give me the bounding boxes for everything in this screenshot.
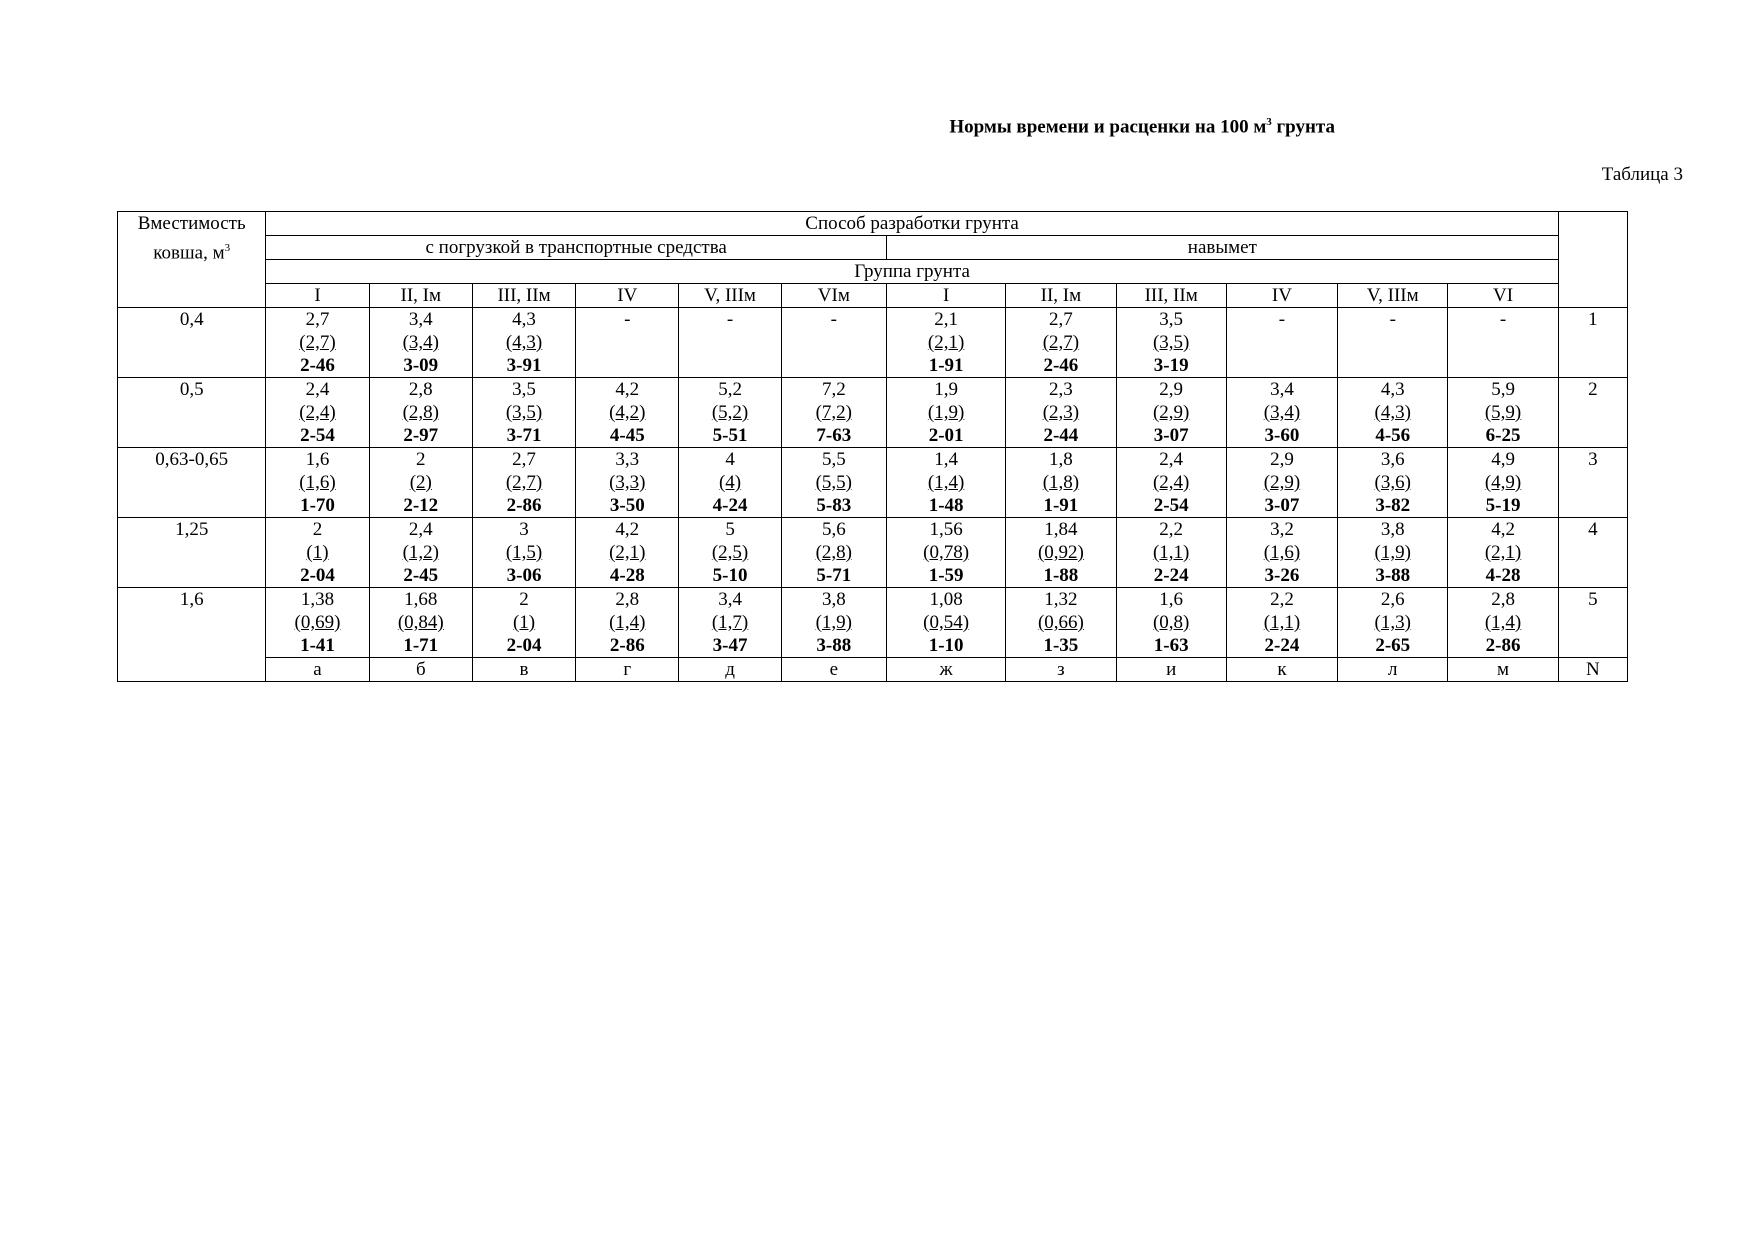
norm-cell [886, 308, 1005, 378]
row-number-cell: 5 [1558, 588, 1627, 658]
norm-cell [369, 518, 472, 588]
rate-value: 3-50 [609, 495, 645, 516]
column-letter-cell: ж [886, 658, 1005, 682]
rate-value: 1-59 [928, 565, 964, 586]
norm-time: - [726, 309, 734, 330]
rate-value: 3-88 [1375, 565, 1411, 586]
norm-cell [781, 518, 886, 588]
norm-cell [1116, 378, 1226, 448]
soil-group-cell: IV [576, 284, 679, 308]
rate-value: 2-24 [1264, 635, 1300, 656]
rate-value: 1-48 [928, 495, 964, 516]
soil-group-cell: VI [1448, 284, 1558, 308]
norm-time: 1,4 [934, 449, 958, 470]
norm-cell [369, 588, 472, 658]
norm-time: 3 [519, 519, 529, 540]
norm-time: 5,5 [821, 449, 846, 470]
norm-time-machinist: (1,8) [1042, 472, 1080, 493]
rate-value: 1-70 [300, 495, 335, 516]
norm-time: 1,6 [305, 449, 330, 470]
rate-value: 2-86 [609, 635, 645, 656]
norm-time-machinist: (4,3) [505, 332, 543, 353]
column-letter-cell: е [781, 658, 886, 682]
norm-time: 2,7 [512, 449, 536, 470]
norm-time-machinist: (1,4) [609, 612, 646, 633]
rate-value: 1-35 [1043, 635, 1079, 656]
norm-time: 1,8 [1049, 449, 1073, 470]
norm-time-machinist: (5,9) [1484, 402, 1522, 423]
rate-value: 2-65 [1375, 635, 1411, 656]
rate-value: 2-86 [1485, 635, 1521, 656]
rate-value: 3-26 [1264, 565, 1300, 586]
norm-cell [369, 448, 472, 518]
norm-time-machinist: (2,8) [402, 402, 439, 423]
norm-time-machinist: (1,7) [711, 612, 749, 633]
capacity-cell: 0,63-0,65 [118, 448, 266, 518]
norm-time-machinist: (0,78) [923, 542, 970, 563]
norm-cell [576, 308, 679, 378]
norm-time: 2,8 [615, 589, 640, 610]
norm-cell [1226, 518, 1337, 588]
norm-cell [781, 308, 886, 378]
norm-time-machinist: (2,7) [299, 332, 336, 353]
rate-value: 2-04 [506, 635, 542, 656]
norm-time-machinist: (2,8) [815, 542, 853, 563]
norm-cell [886, 448, 1005, 518]
norm-time-machinist: (0,66) [1037, 612, 1084, 633]
rate-value: 3-47 [712, 635, 748, 656]
norm-time-machinist: (1) [306, 542, 329, 563]
norm-cell [266, 448, 369, 518]
soil-group-cell: II, Iм [369, 284, 472, 308]
norm-cell [1448, 588, 1558, 658]
row-number-header [1558, 212, 1627, 308]
norm-time-machinist: (1,3) [1374, 612, 1411, 633]
norm-time: 3,5 [512, 379, 536, 400]
norm-cell [1116, 518, 1226, 588]
soil-group-cell: III, IIм [1116, 284, 1226, 308]
norm-time: 4,9 [1491, 449, 1515, 470]
rate-value: 5-71 [816, 565, 852, 586]
norm-cell [576, 588, 679, 658]
norm-time: 2,9 [1270, 449, 1294, 470]
row-number-cell: 4 [1558, 518, 1627, 588]
norm-time: 5,6 [821, 519, 846, 540]
norm-time-machinist: (1,1) [1263, 612, 1301, 633]
norm-time: 2 [416, 449, 426, 470]
soil-group-header: Группа грунта [266, 260, 1558, 284]
norm-time: 2 [519, 589, 529, 610]
norm-time: 1,84 [1044, 519, 1078, 540]
norm-cell [679, 448, 781, 518]
norm-cell [1006, 588, 1116, 658]
norm-time: 2,3 [1049, 379, 1073, 400]
column-letter-cell: л [1338, 658, 1448, 682]
norm-time: 3,5 [1159, 309, 1184, 330]
table-row [118, 448, 1628, 518]
norm-cell [266, 518, 369, 588]
norm-time: 5,2 [718, 379, 742, 400]
norm-time-machinist: (3,5) [1152, 332, 1190, 353]
rate-value: 1-91 [1043, 495, 1079, 516]
column-letter-cell: и [1116, 658, 1226, 682]
capacity-header [118, 212, 266, 308]
norm-time-machinist: (2,3) [1042, 402, 1080, 423]
norm-time-machinist: (3,6) [1374, 472, 1411, 493]
norm-time: 4,2 [615, 519, 640, 540]
column-letter-cell: в [472, 658, 575, 682]
norm-cell [576, 518, 679, 588]
norm-cell [679, 378, 781, 448]
norm-time: 2,2 [1270, 589, 1294, 610]
title-suffix: грунта [1271, 116, 1335, 138]
soil-group-cell: I [886, 284, 1005, 308]
table-label: Таблица 3 [1601, 164, 1683, 185]
norm-time-machinist: (3,4) [1263, 402, 1301, 423]
norm-cell [472, 378, 575, 448]
norm-time-machinist: (2,1) [609, 542, 646, 563]
norm-time-machinist: (0,54) [923, 612, 970, 633]
norm-cell [472, 448, 575, 518]
norm-time-machinist: (2,7) [1042, 332, 1080, 353]
norm-time: - [1389, 309, 1396, 330]
norm-cell [266, 378, 369, 448]
norm-time: 3,4 [1270, 379, 1294, 400]
norm-time-machinist: (1,5) [505, 542, 543, 563]
soil-group-cell: V, IIIм [1338, 284, 1448, 308]
norm-time-machinist: (4,2) [609, 402, 646, 423]
rate-value: 3-07 [1264, 495, 1300, 516]
table-row [118, 378, 1628, 448]
rate-value: 3-19 [1153, 355, 1189, 376]
capacity-cell: 0,5 [118, 378, 266, 448]
rate-value: 3-60 [1264, 425, 1300, 446]
rate-value: 2-12 [403, 495, 439, 516]
rate-value: 3-91 [506, 355, 542, 376]
norm-cell [1448, 518, 1558, 588]
norm-cell [472, 308, 575, 378]
norm-cell [1338, 518, 1448, 588]
norm-cell [1006, 518, 1116, 588]
norm-cell [781, 448, 886, 518]
norm-time-machinist: (3,5) [505, 402, 543, 423]
rate-value: 1-71 [403, 635, 439, 656]
norm-time: 4,2 [615, 379, 640, 400]
norm-time-machinist: (2,5) [711, 542, 749, 563]
capacity-header-sup: 3 [224, 242, 231, 254]
norm-time: 2 [312, 519, 323, 540]
norm-time: 5,9 [1491, 379, 1515, 400]
norm-time: - [1499, 309, 1507, 330]
method-header: Способ разработки грунта [266, 212, 1558, 236]
norm-time: 4 [725, 449, 735, 470]
norm-cell [886, 378, 1005, 448]
capacity-cell: 1,25 [118, 518, 266, 588]
norm-time-machinist: (5,2) [711, 402, 749, 423]
soil-group-cell: II, Iм [1006, 284, 1116, 308]
soil-group-cell: IV [1226, 284, 1337, 308]
column-letter-cell: м [1448, 658, 1558, 682]
norm-time: 7,2 [821, 379, 846, 400]
norm-time: 1,68 [404, 589, 438, 610]
soil-group-cell: I [266, 284, 369, 308]
norm-time: 3,3 [615, 449, 640, 470]
norm-cell [1006, 448, 1116, 518]
norm-time-machinist: (5,5) [815, 472, 853, 493]
soil-group-row [118, 284, 1628, 308]
rate-value: 4-28 [609, 565, 645, 586]
norm-time-machinist: (2,7) [505, 472, 543, 493]
rate-value: 2-86 [506, 495, 542, 516]
norm-time-machinist: (4) [718, 472, 742, 493]
rate-value: 1-88 [1043, 565, 1079, 586]
norm-time-machinist: (1,6) [1263, 542, 1301, 563]
norm-cell [1338, 448, 1448, 518]
norm-time-machinist: (2) [409, 472, 432, 493]
norm-time: 2,8 [1491, 589, 1515, 610]
rate-value: 2-44 [1043, 425, 1079, 446]
table-row [118, 308, 1628, 378]
norm-time: 2,8 [408, 379, 433, 400]
page-title [0, 116, 1335, 138]
rate-value: 4-24 [712, 495, 748, 516]
rate-value: 2-97 [403, 425, 439, 446]
norm-time-machinist: (1,9) [927, 402, 965, 423]
soil-group-cell: III, IIм [472, 284, 575, 308]
rate-value: 5-19 [1485, 495, 1521, 516]
rate-value: 1-41 [300, 635, 335, 656]
norm-time-machinist: (1,9) [1374, 542, 1411, 563]
norm-time: 4,2 [1491, 519, 1515, 540]
norm-time: 2,9 [1159, 379, 1184, 400]
norm-cell [1338, 378, 1448, 448]
rate-value: 3-88 [816, 635, 852, 656]
rate-value: 3-09 [403, 355, 439, 376]
rate-value: 2-01 [928, 425, 964, 446]
norm-time: 2,1 [934, 309, 958, 330]
norm-time: 3,4 [718, 589, 742, 610]
norm-cell [1116, 448, 1226, 518]
norm-cell [679, 308, 781, 378]
rate-value: 6-25 [1485, 425, 1521, 446]
norm-time-machinist: (0,69) [294, 612, 341, 633]
rate-value: 2-46 [300, 355, 335, 376]
norm-cell [1226, 378, 1337, 448]
column-letters-row [118, 658, 1628, 682]
norm-cell [1226, 588, 1337, 658]
norm-time-machinist: (0,84) [397, 612, 444, 633]
norm-time: 2,7 [305, 309, 330, 330]
norm-time-machinist: (1,1) [1152, 542, 1190, 563]
norm-time-machinist: (1) [512, 612, 536, 633]
rate-value: 2-54 [1153, 495, 1189, 516]
norm-time: 1,08 [929, 589, 963, 610]
norm-time: 1,6 [1159, 589, 1184, 610]
norm-time-machinist: (0,92) [1037, 542, 1084, 563]
column-letter-cell: г [576, 658, 679, 682]
norm-cell [1226, 448, 1337, 518]
norm-time: 1,9 [934, 379, 958, 400]
norm-cell [576, 378, 679, 448]
norm-time-machinist: (1,4) [1484, 612, 1522, 633]
row-number-cell: 3 [1558, 448, 1627, 518]
norm-cell [886, 588, 1005, 658]
norm-time-machinist: (2,4) [299, 402, 336, 423]
table-row [118, 588, 1628, 658]
norm-cell [1448, 378, 1558, 448]
norm-time: 4,3 [1380, 379, 1405, 400]
column-letter-cell: д [679, 658, 781, 682]
norm-cell [266, 308, 369, 378]
norm-cell [472, 518, 575, 588]
rate-value: 2-45 [403, 565, 439, 586]
norm-cell [1116, 308, 1226, 378]
norm-time-machinist: (1,6) [299, 472, 336, 493]
norm-time: 1,38 [300, 589, 335, 610]
rate-value: 5-83 [816, 495, 852, 516]
norm-time-machinist: (3,3) [609, 472, 646, 493]
norm-time-machinist: (2,1) [927, 332, 965, 353]
norm-time-machinist: (1,4) [927, 472, 965, 493]
rate-value: 3-06 [506, 565, 542, 586]
norm-time: - [624, 309, 631, 330]
norm-time: 3,8 [1380, 519, 1405, 540]
norm-time-machinist: (3,4) [402, 332, 439, 353]
norm-time-machinist: (1,9) [815, 612, 853, 633]
norm-time-machinist: (2,9) [1152, 402, 1190, 423]
capacity-header-line1: Вместимость [137, 213, 246, 234]
row-number-cell: 2 [1558, 378, 1627, 448]
norm-time: 5 [725, 519, 735, 540]
table-row [118, 518, 1628, 588]
capacity-header-line2: ковша, м [153, 242, 225, 264]
column-letter-cell: к [1226, 658, 1337, 682]
norm-time: - [1278, 309, 1286, 330]
norm-time: 3,2 [1270, 519, 1294, 540]
rate-value: 7-63 [816, 425, 852, 446]
norm-cell [1338, 308, 1448, 378]
norm-time: 1,56 [929, 519, 963, 540]
rate-value: 2-24 [1153, 565, 1189, 586]
norm-cell [1448, 308, 1558, 378]
casting-header: навымет [886, 236, 1558, 260]
soil-group-cell: VIм [781, 284, 886, 308]
soil-group-cell: V, IIIм [679, 284, 781, 308]
rate-value: 2-46 [1043, 355, 1079, 376]
rate-value: 1-63 [1153, 635, 1189, 656]
norm-time: 4,3 [512, 309, 536, 330]
norm-cell [781, 378, 886, 448]
norm-time-machinist: (2,1) [1484, 542, 1522, 563]
norm-cell [679, 518, 781, 588]
norm-cell [1338, 588, 1448, 658]
loading-header: с погрузкой в транспортные средства [266, 236, 887, 260]
norm-cell [1226, 308, 1337, 378]
norms-table [117, 211, 1628, 682]
column-letter-cell: з [1006, 658, 1116, 682]
norm-time: 2,7 [1049, 309, 1073, 330]
rate-value: 4-56 [1375, 425, 1411, 446]
norm-cell [1448, 448, 1558, 518]
norm-time: 2,2 [1159, 519, 1184, 540]
norm-time-machinist: (0,8) [1152, 612, 1190, 633]
rate-value: 3-71 [506, 425, 542, 446]
norm-time-machinist: (4,3) [1374, 402, 1411, 423]
norm-cell [266, 588, 369, 658]
rate-value: 3-07 [1153, 425, 1189, 446]
row-number-cell: 1 [1558, 308, 1627, 378]
norm-time: - [830, 309, 837, 330]
rate-value: 2-04 [300, 565, 335, 586]
rate-value: 1-91 [928, 355, 964, 376]
norm-cell [1116, 588, 1226, 658]
norm-time: 2,6 [1380, 589, 1405, 610]
norm-cell [472, 588, 575, 658]
norm-cell [679, 588, 781, 658]
column-letter-cell: а [266, 658, 369, 682]
norm-cell [369, 378, 472, 448]
rate-value: 5-10 [712, 565, 748, 586]
norm-time-machinist: (7,2) [815, 402, 853, 423]
norm-cell [576, 448, 679, 518]
title-text: Нормы времени и расценки на 100 м [949, 116, 1267, 138]
norm-time-machinist: (1,2) [402, 542, 439, 563]
norm-time: 3,6 [1380, 449, 1405, 470]
norm-time: 2,4 [305, 379, 330, 400]
norm-cell [369, 308, 472, 378]
rate-value: 1-10 [928, 635, 964, 656]
capacity-cell: 1,6 [118, 588, 266, 682]
title-superscript: 3 [1266, 116, 1272, 128]
column-letter-cell: б [369, 658, 472, 682]
norm-cell [1006, 378, 1116, 448]
norm-time: 2,4 [408, 519, 433, 540]
norm-time: 3,4 [408, 309, 433, 330]
capacity-cell: 0,4 [118, 308, 266, 378]
norm-cell [1006, 308, 1116, 378]
rate-value: 3-82 [1375, 495, 1411, 516]
norm-cell [781, 588, 886, 658]
norm-time: 3,8 [821, 589, 846, 610]
rate-value: 4-28 [1485, 565, 1521, 586]
norm-time-machinist: (4,9) [1484, 472, 1522, 493]
norm-time: 1,32 [1044, 589, 1078, 610]
norm-cell [886, 518, 1005, 588]
norm-time: 2,4 [1159, 449, 1184, 470]
rate-value: 2-54 [300, 425, 335, 446]
rate-value: 4-45 [609, 425, 645, 446]
norm-time-machinist: (2,9) [1263, 472, 1301, 493]
rate-value: 5-51 [712, 425, 748, 446]
norm-time-machinist: (2,4) [1152, 472, 1190, 493]
column-n-cell: N [1558, 658, 1627, 682]
